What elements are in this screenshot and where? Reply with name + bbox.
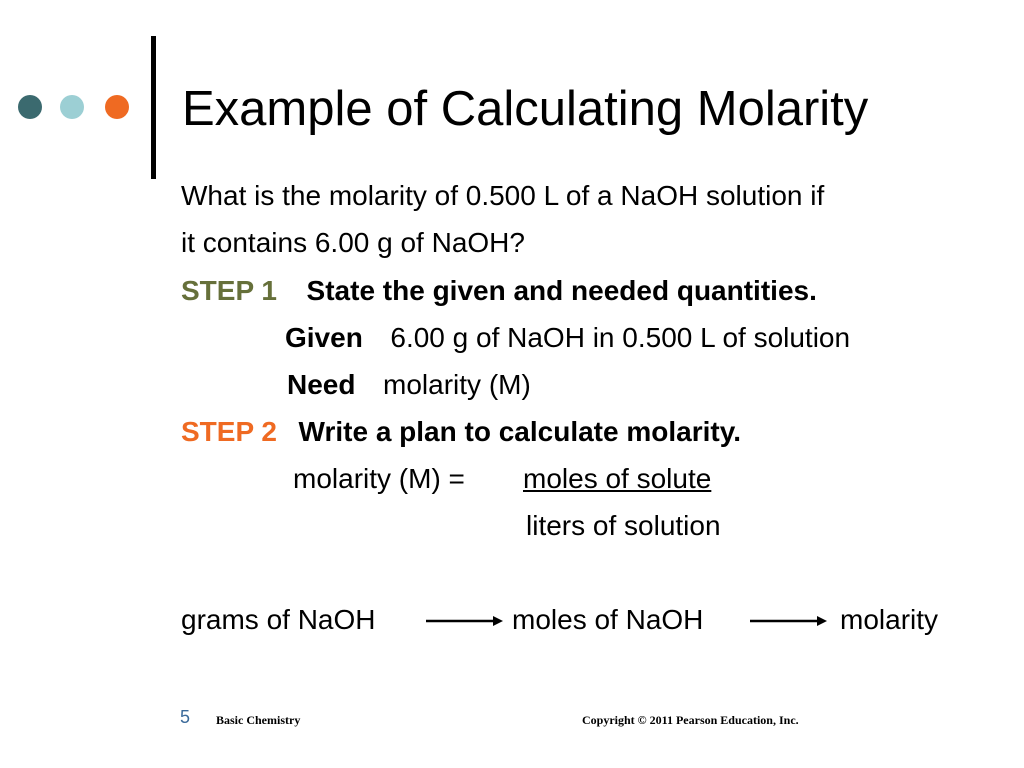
title-divider: [151, 36, 156, 179]
step2-row: [181, 415, 741, 449]
footer-copyright: Copyright © 2011 Pearson Education, Inc.: [582, 713, 799, 727]
step2-text: Write a plan to calculate molarity.: [298, 416, 741, 447]
plan-moles: moles of NaOH: [512, 604, 704, 635]
plan-grams: grams of NaOH: [181, 604, 376, 635]
slide-title: Example of Calculating Molarity: [182, 82, 869, 136]
given-row: [285, 321, 850, 355]
footer-course: Basic Chemistry: [216, 713, 301, 727]
given-label: Given: [285, 322, 363, 353]
plan-molarity: molarity: [840, 604, 939, 635]
decorative-dot-light: [60, 95, 84, 119]
formula-lhs: molarity (M) =: [293, 463, 465, 494]
right-arrow-icon: [749, 614, 829, 628]
step2-label: STEP 2: [181, 416, 277, 447]
question-line-1: What is the molarity of 0.500 L of a NaOH solution if: [181, 180, 825, 211]
decorative-dot-orange: [105, 95, 129, 119]
given-text: 6.00 g of NaOH in 0.500 L of solution: [390, 322, 851, 353]
formula-numerator: moles of solute: [523, 463, 712, 494]
right-arrow-icon: [425, 614, 505, 628]
page-number: 5: [180, 707, 191, 727]
step1-row: [181, 274, 817, 308]
need-label: Need: [287, 369, 356, 400]
formula-denominator: liters of solution: [526, 510, 721, 541]
question-line-2: it contains 6.00 g of NaOH?: [181, 227, 525, 258]
decorative-dot-dark: [18, 95, 42, 119]
step1-text: State the given and needed quantities.: [306, 275, 817, 306]
step1-label: STEP 1: [181, 275, 277, 306]
need-text: molarity (M): [383, 369, 531, 400]
need-row: [287, 368, 531, 402]
